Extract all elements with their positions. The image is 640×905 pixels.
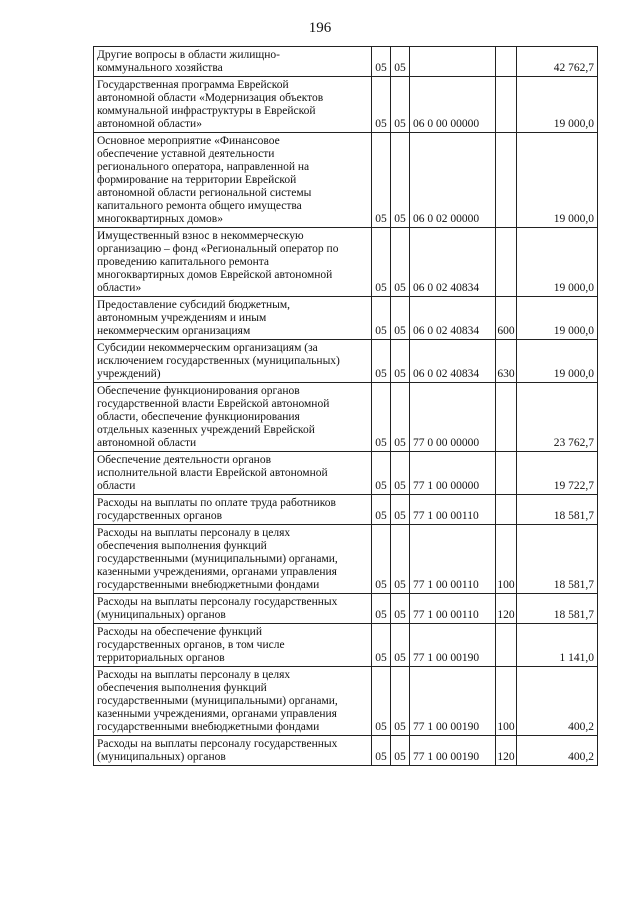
row-name-line: Имущественный взнос в некоммерческую (97, 230, 304, 242)
row-name-line: казенными учреждениями, органами управления (97, 566, 337, 578)
section-code-cell: 05 (372, 383, 391, 452)
row-name-line: коммунальной инфраструктуры в Еврейской (97, 105, 316, 117)
row-name-line: коммунального хозяйства (97, 62, 223, 74)
subsection-code-cell: 05 (391, 297, 410, 340)
target-article-cell: 06 0 02 40834 (410, 340, 496, 383)
amount-cell: 19 000,0 (517, 228, 598, 297)
row-name-cell (94, 77, 372, 133)
target-article-cell: 77 1 00 00190 (410, 624, 496, 667)
table-row (94, 228, 598, 297)
expense-type-cell (496, 383, 517, 452)
amount-cell: 400,2 (517, 667, 598, 736)
table-row (94, 47, 598, 77)
row-name-line: Предоставление субсидий бюджетным, (97, 299, 291, 311)
row-name-line: формирование на территории Еврейской (97, 174, 297, 186)
subsection-code-cell: 05 (391, 594, 410, 624)
subsection-code-cell: 05 (391, 77, 410, 133)
row-name-line: организацию – фонд «Региональный оператор по (97, 243, 339, 255)
page-number: 196 (308, 20, 332, 36)
row-name-line: учреждений) (97, 368, 161, 380)
target-article-cell: 77 0 00 00000 (410, 383, 496, 452)
expense-type-cell (496, 47, 517, 77)
section-code-cell: 05 (372, 667, 391, 736)
expense-type-cell (496, 133, 517, 228)
table-row (94, 736, 598, 766)
section-code-cell: 05 (372, 594, 391, 624)
table-row (94, 340, 598, 383)
row-name-line: Субсидии некоммерческим организациям (за (97, 342, 318, 354)
row-name-cell (94, 228, 372, 297)
row-name-line: Основное мероприятие «Финансовое (97, 135, 280, 147)
target-article-cell: 77 1 00 00000 (410, 452, 496, 495)
row-name-line: автономной области (97, 437, 197, 449)
row-name-line: регионального оператора, направленной на (97, 161, 310, 173)
row-name-line: казенными учреждениями, органами управления (97, 708, 337, 720)
row-name-line: обеспечение уставной деятельности (97, 148, 275, 160)
expense-type-cell: 630 (496, 340, 517, 383)
target-article-cell: 77 1 00 00110 (410, 594, 496, 624)
target-article-cell: 77 1 00 00190 (410, 667, 496, 736)
row-name-line: исполнительной власти Еврейской автономной (97, 467, 328, 479)
expense-type-cell (496, 624, 517, 667)
row-name-cell (94, 624, 372, 667)
row-name-cell (94, 133, 372, 228)
subsection-code-cell: 05 (391, 452, 410, 495)
subsection-code-cell: 05 (391, 495, 410, 525)
row-name-line: исключением государственных (муниципальных) (97, 355, 340, 367)
table-row (94, 133, 598, 228)
target-article-cell: 06 0 02 40834 (410, 228, 496, 297)
row-name-line: проведению капитального ремонта (97, 256, 269, 268)
row-name-line: области, обеспечение функционирования (97, 411, 300, 423)
amount-cell: 19 000,0 (517, 297, 598, 340)
amount-cell: 400,2 (517, 736, 598, 766)
row-name-line: государственными внебюджетными фондами (97, 579, 320, 591)
row-name-cell (94, 736, 372, 766)
row-name-line: автономной области» (97, 118, 202, 130)
row-name-line: Расходы на выплаты персоналу в целях (97, 527, 291, 539)
table-row (94, 297, 598, 340)
row-name-line: Обеспечение деятельности органов (97, 454, 272, 466)
row-name-line: Государственная программа Еврейской (97, 79, 289, 91)
table-row (94, 525, 598, 594)
expense-type-cell: 120 (496, 594, 517, 624)
row-name-line: обеспечения выполнения функций (97, 682, 267, 694)
budget-table-body (94, 47, 598, 766)
table-row (94, 495, 598, 525)
section-code-cell: 05 (372, 736, 391, 766)
table-row (94, 624, 598, 667)
row-name-line: Другие вопросы в области жилищно- (97, 49, 280, 61)
amount-cell: 19 000,0 (517, 340, 598, 383)
section-code-cell: 05 (372, 624, 391, 667)
table-row (94, 667, 598, 736)
amount-cell: 1 141,0 (517, 624, 598, 667)
expense-type-cell: 600 (496, 297, 517, 340)
expense-type-cell (496, 452, 517, 495)
subsection-code-cell: 05 (391, 228, 410, 297)
subsection-code-cell: 05 (391, 383, 410, 452)
target-article-cell: 77 1 00 00110 (410, 495, 496, 525)
section-code-cell: 05 (372, 525, 391, 594)
expense-type-cell (496, 228, 517, 297)
table-row (94, 452, 598, 495)
amount-cell: 19 000,0 (517, 133, 598, 228)
row-name-line: Обеспечение функционирования органов (97, 385, 300, 397)
row-name-line: государственных органов, в том числе (97, 639, 285, 651)
subsection-code-cell: 05 (391, 736, 410, 766)
target-article-cell: 06 0 02 40834 (410, 297, 496, 340)
budget-table (93, 46, 598, 766)
section-code-cell: 05 (372, 77, 391, 133)
row-name-cell (94, 667, 372, 736)
expense-type-cell: 100 (496, 525, 517, 594)
expense-type-cell: 120 (496, 736, 517, 766)
row-name-line: капитального ремонта общего имущества (97, 200, 302, 212)
expense-type-cell: 100 (496, 667, 517, 736)
row-name-line: Расходы на выплаты персоналу государственных (97, 596, 338, 608)
target-article-cell: 77 1 00 00110 (410, 525, 496, 594)
target-article-cell: 77 1 00 00190 (410, 736, 496, 766)
section-code-cell: 05 (372, 297, 391, 340)
row-name-line: Расходы на выплаты персоналу в целях (97, 669, 291, 681)
row-name-cell (94, 452, 372, 495)
row-name-line: многоквартирных домов» (97, 213, 223, 225)
row-name-cell (94, 594, 372, 624)
subsection-code-cell: 05 (391, 47, 410, 77)
row-name-cell (94, 525, 372, 594)
amount-cell: 18 581,7 (517, 495, 598, 525)
subsection-code-cell: 05 (391, 525, 410, 594)
row-name-line: автономной области региональной системы (97, 187, 312, 199)
expense-type-cell (496, 495, 517, 525)
section-code-cell: 05 (372, 47, 391, 77)
table-row (94, 383, 598, 452)
row-name-line: (муниципальных) органов (97, 609, 226, 621)
amount-cell: 19 722,7 (517, 452, 598, 495)
amount-cell: 42 762,7 (517, 47, 598, 77)
target-article-cell: 06 0 00 00000 (410, 77, 496, 133)
table-row (94, 594, 598, 624)
section-code-cell: 05 (372, 495, 391, 525)
row-name-line: Расходы на выплаты персоналу государственных (97, 738, 338, 750)
row-name-line: некоммерческим организациям (97, 325, 251, 337)
row-name-line: отдельных казенных учреждений Еврейской (97, 424, 315, 436)
row-name-line: автономным учреждениям и иным (97, 312, 267, 324)
subsection-code-cell: 05 (391, 624, 410, 667)
row-name-line: области» (97, 282, 142, 294)
amount-cell: 18 581,7 (517, 525, 598, 594)
row-name-line: области (97, 480, 136, 492)
target-article-cell (410, 47, 496, 77)
row-name-line: Расходы на обеспечение функций (97, 626, 262, 638)
row-name-line: государственной власти Еврейской автономной (97, 398, 330, 410)
row-name-line: государственными (муниципальными) органами, (97, 695, 338, 707)
row-name-cell (94, 383, 372, 452)
subsection-code-cell: 05 (391, 667, 410, 736)
subsection-code-cell: 05 (391, 133, 410, 228)
row-name-cell (94, 297, 372, 340)
row-name-line: многоквартирных домов Еврейской автономной (97, 269, 333, 281)
row-name-line: обеспечения выполнения функций (97, 540, 267, 552)
amount-cell: 23 762,7 (517, 383, 598, 452)
row-name-line: (муниципальных) органов (97, 751, 226, 763)
section-code-cell: 05 (372, 133, 391, 228)
section-code-cell: 05 (372, 228, 391, 297)
row-name-cell (94, 495, 372, 525)
section-code-cell: 05 (372, 452, 391, 495)
row-name-line: автономной области «Модернизация объектов (97, 92, 324, 104)
row-name-line: государственными внебюджетными фондами (97, 721, 320, 733)
row-name-line: государственных органов (97, 510, 223, 522)
table-row (94, 77, 598, 133)
amount-cell: 19 000,0 (517, 77, 598, 133)
amount-cell: 18 581,7 (517, 594, 598, 624)
row-name-line: Расходы на выплаты по оплате труда работников (97, 497, 336, 509)
subsection-code-cell: 05 (391, 340, 410, 383)
expense-type-cell (496, 77, 517, 133)
row-name-cell (94, 340, 372, 383)
row-name-line: государственными (муниципальными) органами, (97, 553, 338, 565)
row-name-cell (94, 47, 372, 77)
target-article-cell: 06 0 02 00000 (410, 133, 496, 228)
row-name-line: территориальных органов (97, 652, 225, 664)
section-code-cell: 05 (372, 340, 391, 383)
